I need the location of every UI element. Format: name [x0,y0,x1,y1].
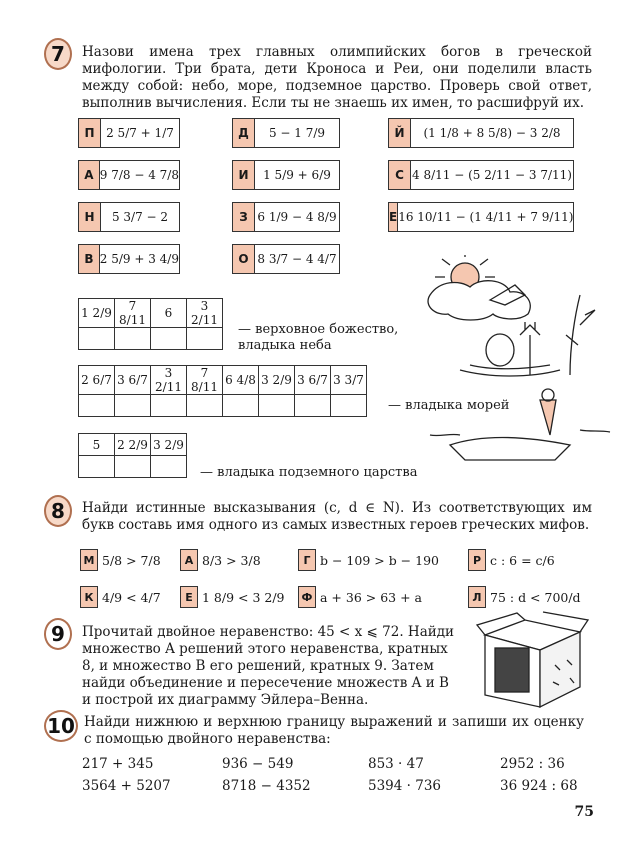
card-letter: И [233,161,255,189]
card-expression: 5 − 1 7/9 [268,126,326,140]
card-letter: Е [389,203,398,231]
cipher-card [388,160,574,190]
cipher-card [388,118,574,148]
statement-letter: К [80,586,98,608]
cipher-card [78,202,180,232]
expression: 936 − 549 [222,756,294,772]
grid-answer-cell[interactable] [223,395,259,417]
grid-answer-cell[interactable] [151,395,187,417]
statement [468,585,581,609]
statement-expression: a + 36 > 63 + a [320,589,422,605]
card-expression: 4 8/11 − (5 2/11 − 3 7/11) [412,168,572,182]
label-sky: — верховное божество, владыка неба [238,322,399,353]
cipher-card [232,160,340,190]
statement-expression: 8/3 > 3/8 [202,552,261,568]
statement-letter: А [180,549,198,571]
box-illustration [475,610,590,710]
card-letter: З [233,203,255,231]
task-10-text: Найди нижнюю и верхнюю границу выражений и запиши их оценку с помощью двойного неравенства: [84,714,584,747]
statement-letter: Л [468,586,486,608]
label-underworld: — владыка подземного царства [200,465,418,480]
card-expression: 8 3/7 − 4 4/7 [257,252,337,266]
card-letter: Д [233,119,255,147]
answer-grid-sea [78,365,367,417]
task-8-number: 8 [44,495,72,527]
grid-cell: 3 3/7 [331,366,367,395]
card-letter: С [389,161,411,189]
expression: 5394 · 736 [368,778,441,794]
task-9-text: Прочитай двойное неравенство: 45 < x ⩽ 72. Найди множество A решений этого неравенства, кратных 8, и множество B его решений, кратных 9. Затем найди объединение и пересечение множеств A и B и построй их диаграмму Эйлера–Венна. [82,624,455,708]
grid-answer-cell[interactable] [151,328,187,350]
statement-expression: 4/9 < 4/7 [102,589,161,605]
card-letter: О [233,245,255,273]
card-expression: (1 1/8 + 8 5/8) − 3 2/8 [423,126,561,140]
statement-expression: 5/8 > 7/8 [102,552,161,568]
expression: 36 924 : 68 [500,778,578,794]
card-letter: А [79,161,100,189]
cipher-card [388,202,574,232]
expression: 8718 − 4352 [222,778,311,794]
card-letter: В [79,245,100,273]
answer-grid-underworld [78,433,187,478]
grid-answer-cell[interactable] [115,328,151,350]
statement [80,548,161,572]
statement [80,585,161,609]
grid-cell: 6 [151,299,187,328]
card-expression: 6 1/9 − 4 8/9 [257,210,337,224]
grid-answer-cell[interactable] [79,328,115,350]
statement-letter: М [80,549,98,571]
grid-cell: 3 6/7 [115,366,151,395]
grid-cell: 3 2/11 [151,366,187,395]
grid-cell: 2 2/9 [115,434,151,456]
card-letter: Й [389,119,411,147]
answer-grid-sky [78,298,223,350]
statement-letter: Р [468,549,486,571]
statement [298,585,422,609]
grid-answer-cell[interactable] [187,328,223,350]
grid-answer-cell[interactable] [259,395,295,417]
task-9-number: 9 [44,618,72,650]
statement-letter: Ф [298,586,316,608]
cipher-card [78,244,180,274]
grid-answer-cell[interactable] [331,395,367,417]
cipher-card [232,202,340,232]
card-expression: 1 5/9 + 6/9 [263,168,331,182]
statement-expression: c : 6 = c/6 [490,552,555,568]
label-sea: — владыка морей [388,398,510,413]
grid-answer-cell[interactable] [115,395,151,417]
expression: 853 · 47 [368,756,424,772]
statement [180,585,285,609]
grid-cell: 3 2/9 [151,434,187,456]
grid-cell: 6 4/8 [223,366,259,395]
grid-cell: 7 8/11 [115,299,151,328]
card-letter: Н [79,203,101,231]
grid-cell: 3 2/9 [259,366,295,395]
grid-cell: 3 6/7 [295,366,331,395]
expression: 2952 : 36 [500,756,565,772]
grid-cell: 7 8/11 [187,366,223,395]
grid-cell: 5 [79,434,115,456]
task-7-text: Назови имена трех главных олимпийских богов в греческой мифологии. Три брата, дети Кроноса и Реи, они поделили власть между собой: небо, море, подземное царство. Проверь свой ответ, выполнив вычисления. Если ты не знаешь их имен, то расшифруй их. [82,44,592,111]
expression: 217 + 345 [82,756,154,772]
grid-answer-cell[interactable] [295,395,331,417]
statement-letter: Г [298,549,316,571]
grid-cell: 2 6/7 [79,366,115,395]
page-number: 75 [574,804,594,820]
gods-illustration [420,255,620,480]
task-10-number: 10 [44,710,78,742]
grid-answer-cell[interactable] [79,456,115,478]
cipher-card [232,244,340,274]
statement-expression: 1 8/9 < 3 2/9 [202,589,285,605]
statement [180,548,261,572]
statement [298,548,439,572]
card-letter: П [79,119,101,147]
statement [468,548,555,572]
card-expression: 5 3/7 − 2 [111,210,169,224]
grid-answer-cell[interactable] [79,395,115,417]
grid-answer-cell[interactable] [187,395,223,417]
statement-letter: Е [180,586,198,608]
grid-cell: 3 2/11 [187,299,223,328]
grid-answer-cell[interactable] [115,456,151,478]
card-expression: 9 7/8 − 4 7/8 [99,168,179,182]
cipher-card [78,118,180,148]
card-expression: 2 5/7 + 1/7 [106,126,174,140]
expression: 3564 + 5207 [82,778,171,794]
cipher-card [78,160,180,190]
grid-cell: 1 2/9 [79,299,115,328]
card-expression: 2 5/9 + 3 4/9 [99,252,179,266]
statement-expression: b − 109 > b − 190 [320,552,439,568]
card-expression: 16 10/11 − (1 4/11 + 7 9/11) [398,210,574,224]
cipher-card [232,118,340,148]
task-7-number: 7 [44,38,72,70]
task-8-text: Найди истинные высказывания (c, d ∈ N). Из соответствующих им букв составь имя одного из самых известных героев греческих мифов. [82,500,592,533]
statement-expression: 75 : d < 700/d [490,589,581,605]
grid-answer-cell[interactable] [151,456,187,478]
